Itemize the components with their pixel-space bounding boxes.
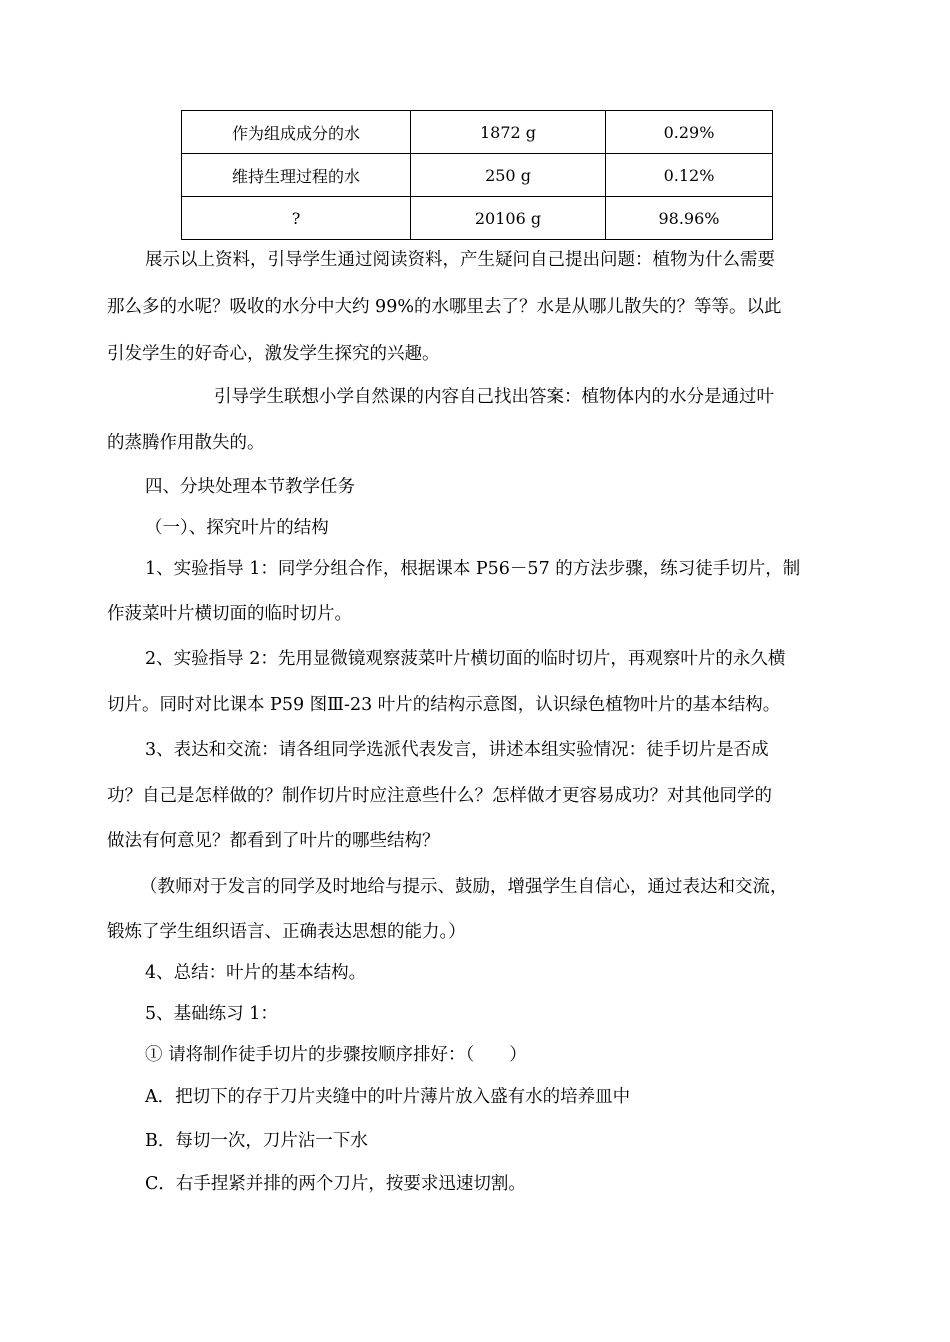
- subsection-heading: （一）、探究叶片的结构: [145, 518, 329, 538]
- paragraph-line: 5、基础练习 1：: [145, 1004, 278, 1024]
- paragraph-line: 那么多的水呢？吸收的水分中大约 99%的水哪里去了？水是从哪儿散失的？等等。以此: [107, 297, 782, 317]
- table-cell: 维持生理过程的水: [182, 154, 411, 197]
- paragraph-line: 2、实验指导 2：先用显微镜观察菠菜叶片横切面的临时切片，再观察叶片的永久横: [145, 649, 786, 669]
- paragraph-line: 引发学生的好奇心，激发学生探究的兴趣。: [107, 344, 440, 364]
- paragraph-line: 切片。同时对比课本 P59 图Ⅲ-23 叶片的结构示意图，认识绿色植物叶片的基本结构。: [107, 695, 781, 715]
- table-cell: ?: [182, 197, 411, 240]
- table-cell: 0.29%: [606, 111, 773, 154]
- section-heading: 四、分块处理本节教学任务: [145, 477, 355, 497]
- table-cell: 作为组成成分的水: [182, 111, 411, 154]
- option-line: B．每切一次，刀片沾一下水: [145, 1131, 368, 1151]
- table-row: [182, 154, 773, 197]
- paragraph-line: 功？自己是怎样做的？制作切片时应注意些什么？怎样做才更容易成功？对其他同学的: [107, 786, 772, 806]
- table-cell: 98.96%: [606, 197, 773, 240]
- question-line: ① 请将制作徒手切片的步骤按顺序排好：（ ）: [145, 1045, 527, 1065]
- paragraph-line: 做法有何意见？都看到了叶片的哪些结构？: [107, 831, 440, 851]
- paragraph-line: 作菠菜叶片横切面的临时切片。: [107, 604, 352, 624]
- paragraph-line: 锻炼了学生组织语言、正确表达思想的能力。）: [107, 922, 466, 942]
- paragraph-line: 4、总结：叶片的基本结构。: [145, 963, 367, 983]
- table-cell: 20106 g: [411, 197, 606, 240]
- paragraph-line: 引导学生联想小学自然课的内容自己找出答案：植物体内的水分是通过叶: [214, 387, 774, 407]
- table-cell: 0.12%: [606, 154, 773, 197]
- table-row: [182, 197, 773, 240]
- paragraph-line: 3、表达和交流：请各组同学选派代表发言，讲述本组实验情况：徒手切片是否成: [145, 740, 769, 760]
- option-line: A．把切下的存于刀片夹缝中的叶片薄片放入盛有水的培养皿中: [145, 1087, 631, 1107]
- table-row: [182, 111, 773, 154]
- paragraph-line: 的蒸腾作用散失的。: [107, 433, 265, 453]
- paragraph-line: 展示以上资料，引导学生通过阅读资料，产生疑问自己提出问题：植物为什么需要: [145, 250, 775, 270]
- table-cell: 1872 g: [411, 111, 606, 154]
- paragraph-line: 1、实验指导 1：同学分组合作，根据课本 P56－57 的方法步骤，练习徒手切片，制: [145, 559, 801, 579]
- paragraph-line: （教师对于发言的同学及时地给与提示、鼓励，增强学生自信心，通过表达和交流，: [140, 877, 788, 897]
- option-line: C．右手捏紧并排的两个刀片，按要求迅速切割。: [145, 1174, 526, 1194]
- water-data-table: [181, 110, 773, 240]
- table-cell: 250 g: [411, 154, 606, 197]
